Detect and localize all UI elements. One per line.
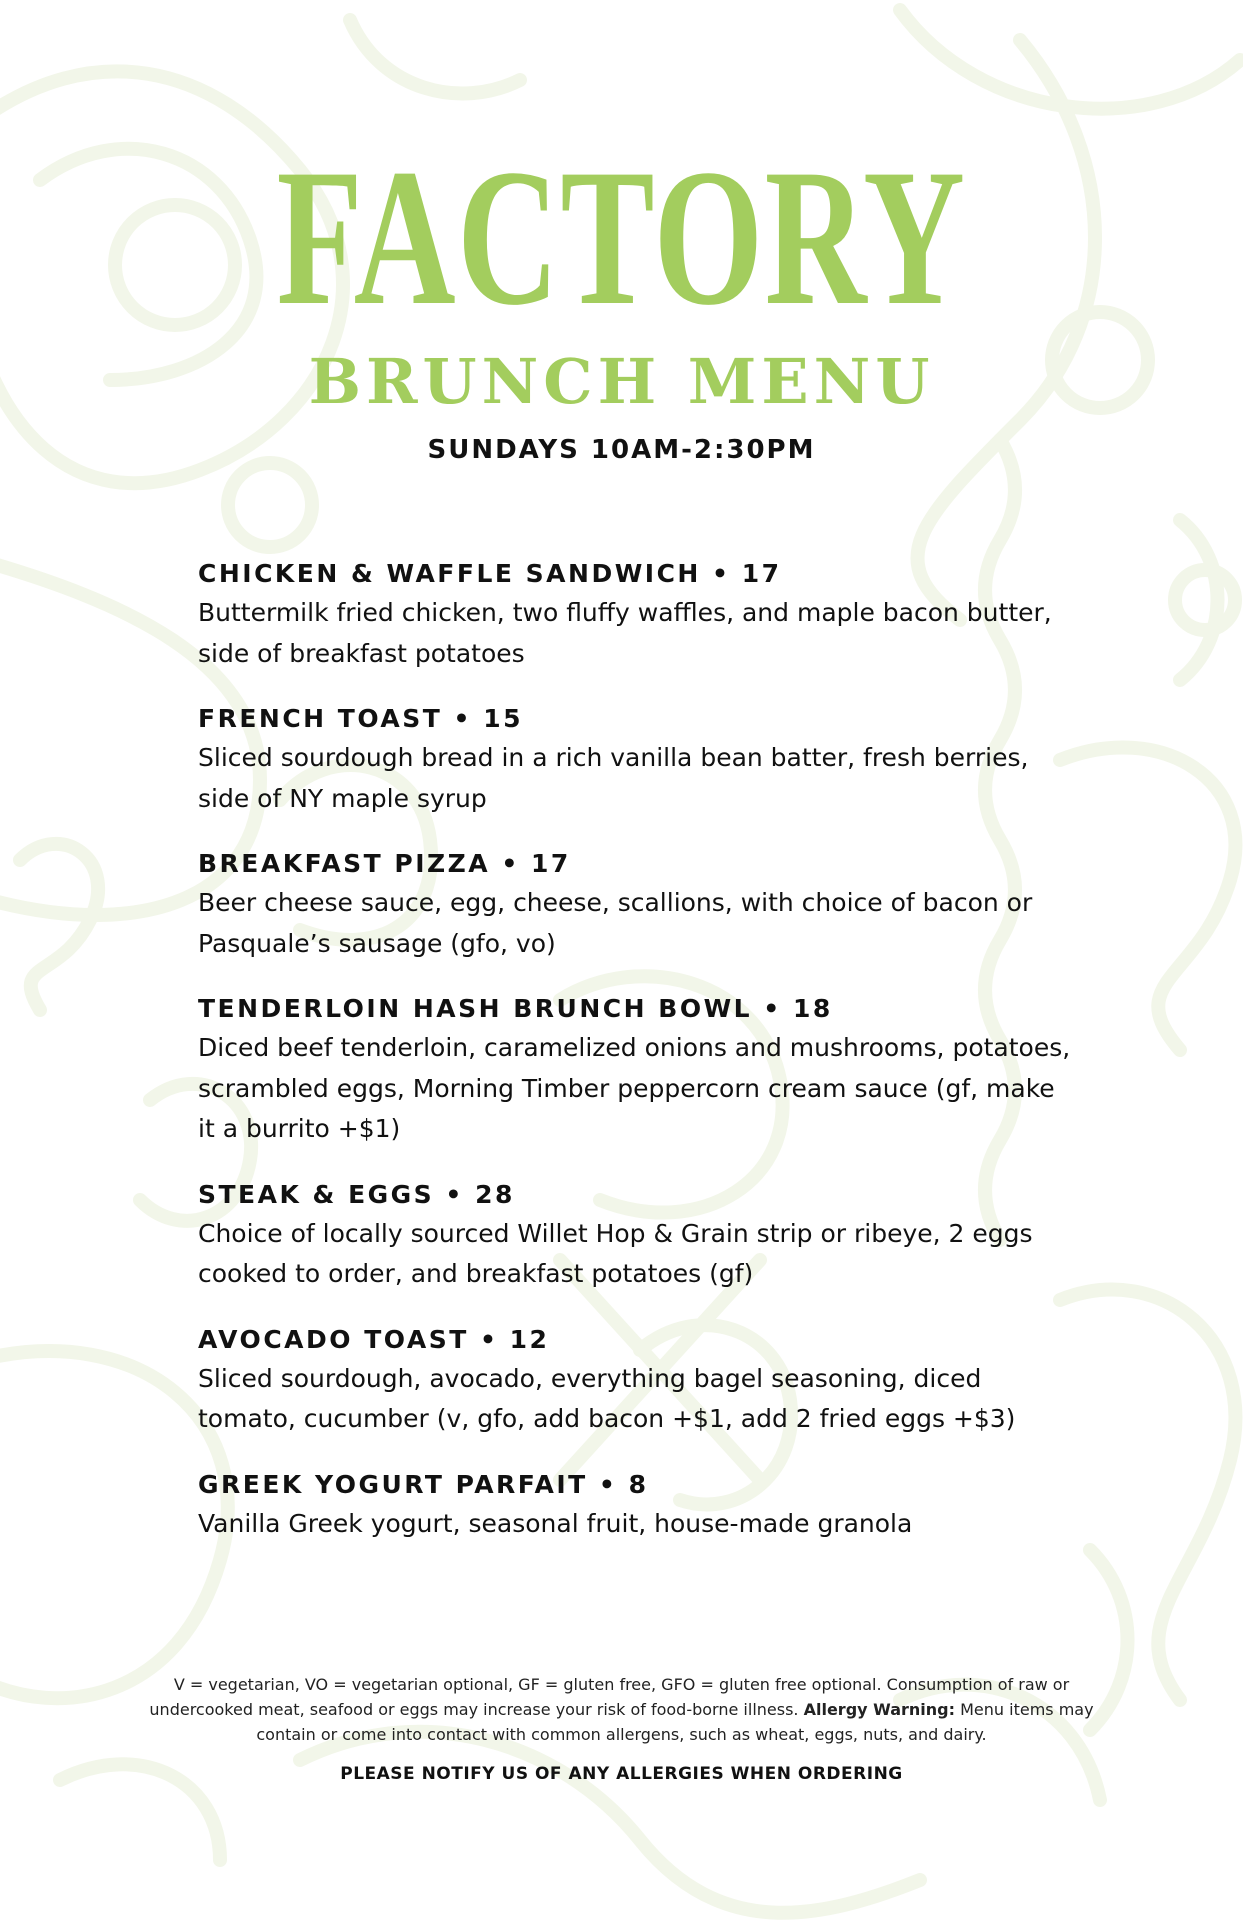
menu-title: BRUNCH MENU bbox=[308, 345, 935, 418]
item-heading: STEAK & EGGS • 28 bbox=[198, 1179, 515, 1209]
item-description: Beer cheese sauce, egg, cheese, scallions, with choice of bacon or Pasquale’s sausage (gfo, vo) bbox=[198, 888, 1033, 958]
menu-item bbox=[198, 1178, 1078, 1295]
allergy-notice: PLEASE NOTIFY US OF ANY ALLERGIES WHEN ORDERING bbox=[340, 1764, 903, 1784]
menu-item bbox=[198, 1323, 1078, 1440]
item-description: Diced beef tenderloin, caramelized onions and mushrooms, potatoes, scrambled eggs, Morning Timber peppercorn cream sauce (gf, make it a burrito +$1) bbox=[198, 1033, 1071, 1143]
menu-item bbox=[198, 1468, 1078, 1545]
allergy-warning-text: Menu items may contain or come into contact with common allergens, such as wheat, eggs, nuts, and dairy. bbox=[256, 1700, 1094, 1744]
menu-item bbox=[198, 702, 1078, 819]
dietary-legend-text: V = vegetarian, VO = vegetarian optional, GF = gluten free, GFO = gluten free optional. Consumption of raw or undercooked meat, seafood or eggs may increase your risk of food-borne illness. bbox=[149, 1675, 1070, 1719]
item-heading: CHICKEN & WAFFLE SANDWICH • 17 bbox=[198, 559, 782, 588]
menu-item bbox=[198, 992, 1078, 1150]
item-heading: TENDERLOIN HASH BRUNCH BOWL • 18 bbox=[198, 994, 833, 1023]
item-description: Sliced sourdough bread in a rich vanilla bean batter, fresh berries, side of NY maple syrup bbox=[198, 743, 1029, 813]
menu-item bbox=[198, 847, 1078, 964]
allergy-warning-label: Allergy Warning: bbox=[803, 1700, 956, 1719]
item-heading: AVOCADO TOAST • 12 bbox=[198, 1324, 550, 1354]
item-description: Sliced sourdough, avocado, everything bagel seasoning, diced tomato, cucumber (v, gfo, add bacon +$1, add 2 fried eggs +$3) bbox=[198, 1363, 1016, 1433]
dietary-footnote bbox=[125, 1672, 1118, 1747]
item-heading: FRENCH TOAST • 15 bbox=[198, 704, 524, 733]
item-description: Choice of locally sourced Willet Hop & Grain strip or ribeye, 2 eggs cooked to order, and breakfast potatoes (gf) bbox=[198, 1218, 1033, 1288]
menu-list bbox=[198, 557, 1078, 1572]
service-hours: SUNDAYS 10AM-2:30PM bbox=[427, 435, 816, 465]
restaurant-name: FACTORY bbox=[276, 129, 967, 346]
item-description: Vanilla Greek yogurt, seasonal fruit, house-made granola bbox=[198, 1508, 913, 1538]
item-description: Buttermilk fried chicken, two fluffy waffles, and maple bacon butter, side of breakfast potatoes bbox=[198, 598, 1052, 668]
menu-item bbox=[198, 557, 1078, 674]
item-heading: GREEK YOGURT PARFAIT • 8 bbox=[198, 1469, 649, 1499]
item-heading: BREAKFAST PIZZA • 17 bbox=[198, 849, 571, 878]
